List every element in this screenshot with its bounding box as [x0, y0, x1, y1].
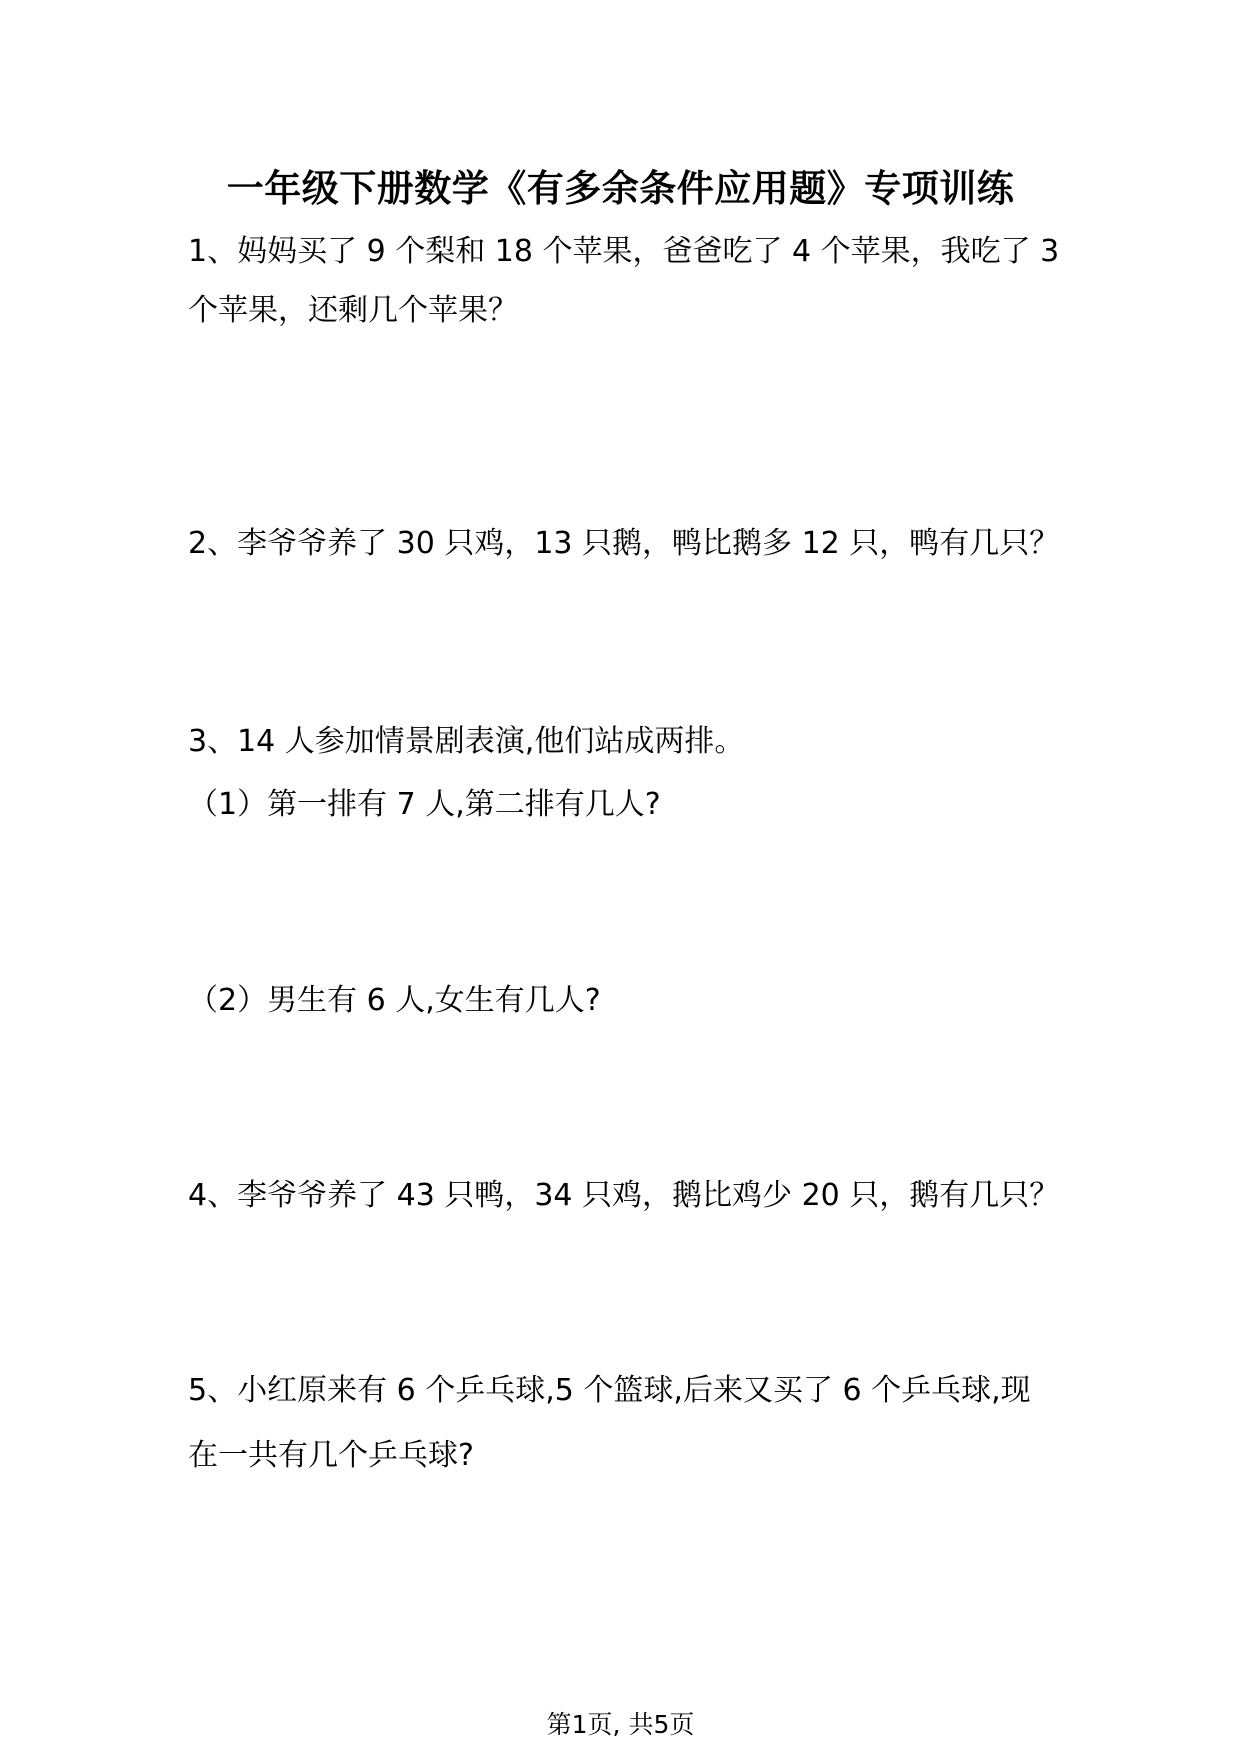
page-number-footer: 第1页, 共5页 [546, 1710, 695, 1739]
question-5-line-1: 5、小红原来有 6 个乒乓球,5 个篮球,后来又买了 6 个乒乓球,现 [188, 1373, 1031, 1408]
question-5-line-2: 在一共有几个乒乓球? [188, 1438, 474, 1473]
question-3-line-1: 3、14 人参加情景剧表演,他们站成两排。 [188, 724, 745, 759]
question-1-line-1: 1、妈妈买了 9 个梨和 18 个苹果，爸爸吃了 4 个苹果，我吃了 3 [188, 234, 1060, 269]
question-2-line-1: 2、李爷爷养了 30 只鸡，13 只鹅，鸭比鹅多 12 只，鸭有几只？ [188, 526, 1060, 561]
question-4-line-1: 4、李爷爷养了 43 只鸭，34 只鸡，鹅比鸡少 20 只，鹅有几只？ [188, 1178, 1060, 1213]
question-3-subquestion-1: （1）第一排有 7 人,第二排有几人? [188, 787, 661, 822]
question-1-line-2: 个苹果，还剩几个苹果？ [188, 293, 518, 328]
document-title: 一年级下册数学《有多余条件应用题》专项训练 [226, 167, 1015, 210]
question-3-subquestion-2: （2）男生有 6 人,女生有几人? [188, 983, 601, 1018]
